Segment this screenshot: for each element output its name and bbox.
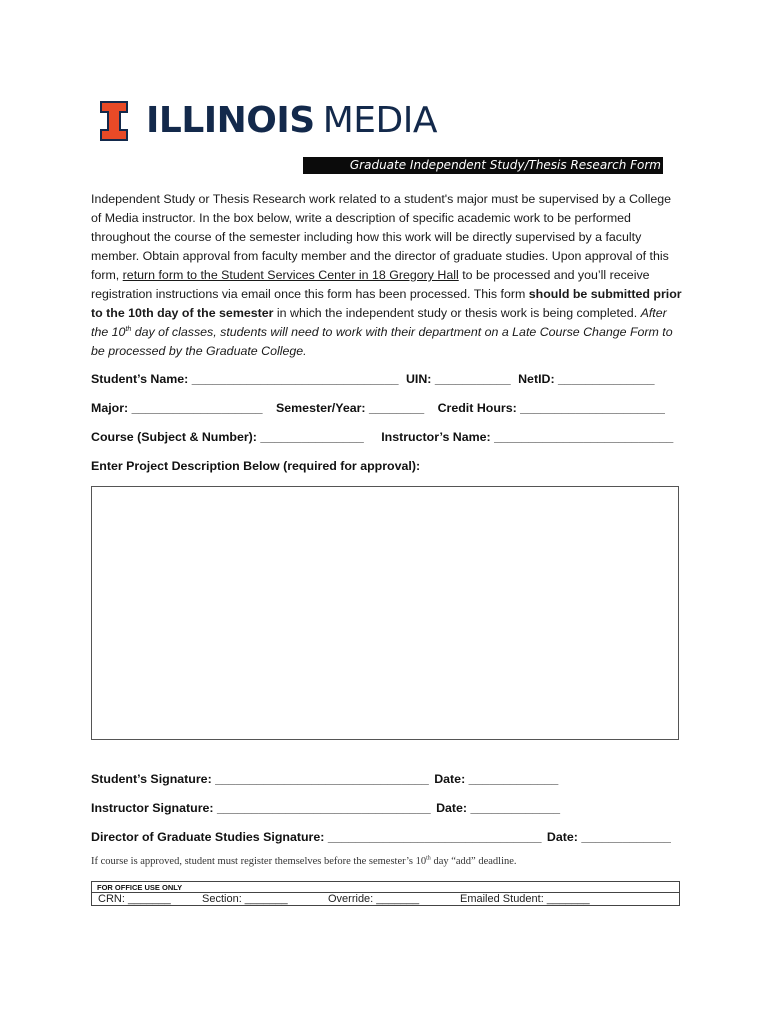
late-note-sup: th [125, 325, 132, 333]
course-field[interactable]: Course (Subject & Number): _______________ [91, 430, 364, 444]
major-row [91, 399, 681, 417]
registration-note [91, 856, 681, 867]
semester-year-field[interactable]: Semester/Year: ________ [276, 401, 425, 415]
logo-illinois: ILLINOIS [146, 100, 315, 141]
project-description-label: Enter Project Description Below (required for approval): [91, 459, 421, 473]
project-description-box[interactable] [91, 486, 679, 740]
intro-text-1: Independent Study or Thesis Research work related to a student's major must be supervised by a College of Media instructor. In the box below, write a description of specific academic work to be performed throughout the course of the semester including how this work will be directly supervised by a faculty member. Obtain approval from faculty member and the director of graduate studies. Upon approval of this form, [91, 192, 671, 282]
instructor-date-field[interactable]: Date: _____________ [436, 801, 561, 815]
director-signature-row [91, 828, 681, 846]
note-a: If course is approved, student must register themselves before the semester’s 10 [91, 856, 427, 867]
office-use-title: FOR OFFICE USE ONLY [97, 883, 183, 892]
student-date-field[interactable]: Date: _____________ [434, 772, 559, 786]
emailed-student-field[interactable]: Emailed Student: _______ [460, 893, 590, 905]
intro-text-2: to be processed and you’ll receive registration instructions via email once this form has been processed. This form [91, 268, 650, 301]
late-note-b: day of classes, students will need to work with their department on a Late Course Change Form to be processed by the Graduate College. [91, 325, 673, 358]
uin-field[interactable]: UIN: ___________ [405, 372, 511, 386]
intro-text-3: in which the independent study or thesis work is being completed. [273, 306, 641, 320]
late-note-a: After the 10 [91, 306, 667, 339]
form-title-banner: Graduate Independent Study/Thesis Research Form [303, 157, 663, 174]
block-i-icon [100, 101, 128, 141]
note-b: day “add” deadline. [430, 856, 517, 867]
credit-hours-field[interactable]: Credit Hours: _____________________ [437, 401, 665, 415]
instructions-paragraph [91, 190, 683, 361]
override-field[interactable]: Override: _______ [328, 893, 420, 905]
crn-field[interactable]: CRN: _______ [98, 893, 171, 905]
note-sup: th [426, 855, 431, 862]
instructor-signature-row [91, 799, 681, 817]
student-signature-field[interactable]: Student’s Signature: _______________________________ [91, 772, 429, 786]
illinois-media-logo [100, 100, 437, 142]
section-field[interactable]: Section: _______ [202, 893, 288, 905]
deadline-bold-text: should be submitted prior to the 10th day of the semester [91, 287, 682, 320]
director-date-field[interactable]: Date: _____________ [546, 830, 671, 844]
student-info-row [91, 370, 681, 388]
course-row [91, 428, 681, 446]
return-form-instruction: return form to the Student Services Center in 18 Gregory Hall [122, 268, 459, 282]
logo-wordmark [146, 100, 437, 142]
major-field[interactable]: Major: ___________________ [91, 401, 263, 415]
student-name-field[interactable]: Student’s Name: ______________________________ [91, 372, 399, 386]
netid-field[interactable]: NetID: ______________ [518, 372, 655, 386]
office-use-box [91, 881, 680, 906]
instructor-name-field[interactable]: Instructor’s Name: __________________________ [381, 430, 674, 444]
logo-media: MEDIA [322, 100, 438, 141]
director-signature-field[interactable]: Director of Graduate Studies Signature: _______________________________ [91, 830, 542, 844]
instructor-signature-field[interactable]: Instructor Signature: _______________________________ [91, 801, 431, 815]
student-signature-row [91, 770, 681, 788]
